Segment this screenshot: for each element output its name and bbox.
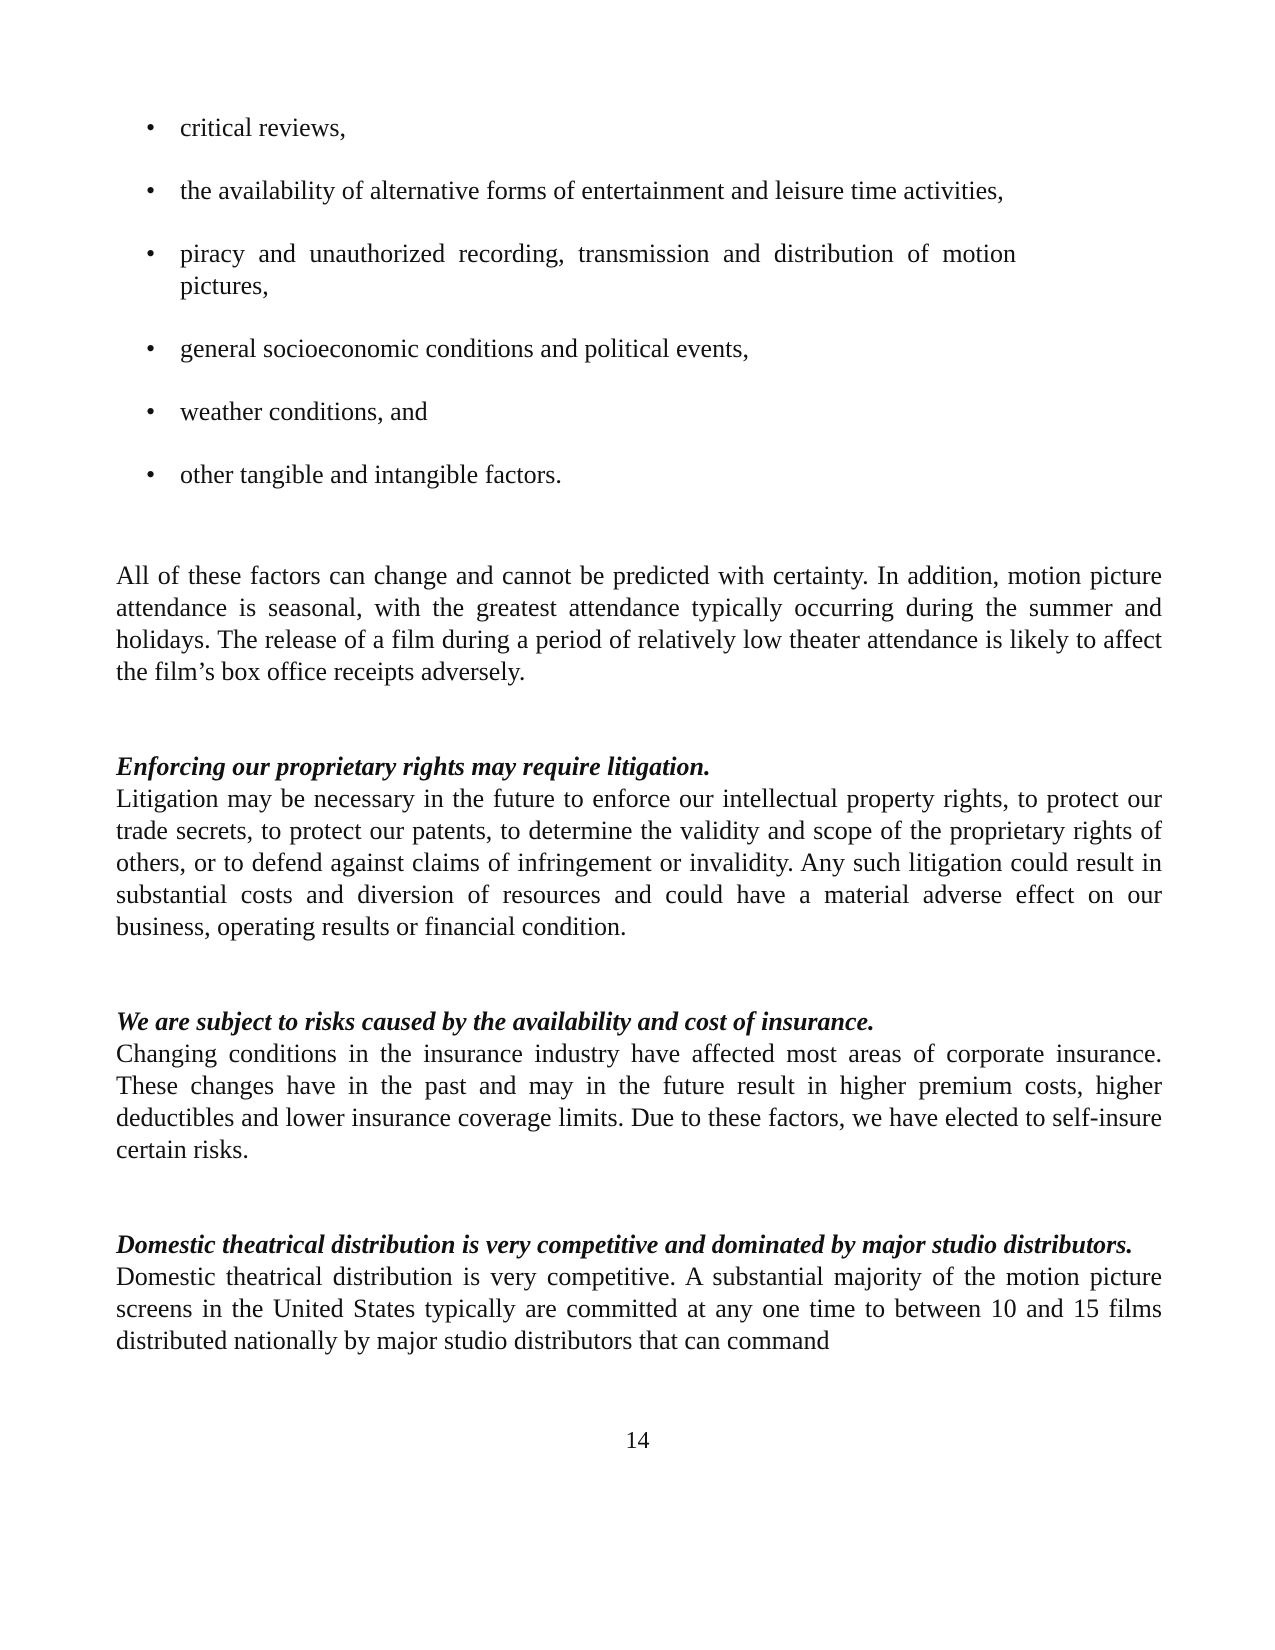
bullet-icon: • (146, 113, 156, 142)
section-litigation (116, 751, 1162, 943)
bullet-text: the availability of alternative forms of entertainment and leisure time activities, (180, 176, 1004, 205)
bullet-text: weather conditions, and (180, 397, 428, 426)
bullet-icon: • (146, 397, 156, 426)
bullet-item (146, 112, 1016, 144)
bullet-text: other tangible and intangible factors. (180, 460, 562, 489)
bullet-text: critical reviews, (180, 113, 347, 142)
bullet-item (146, 238, 1016, 302)
bullet-item (146, 459, 1016, 491)
section-insurance (116, 1006, 1162, 1166)
bullet-item (146, 333, 1016, 365)
section-body: Domestic theatrical distribution is very competitive. A substantial majority of the motion picture screens in the United States typically are committed at any one time to between 10 and 15 films distributed nationally by major studio distributors that can command (116, 1262, 1162, 1355)
page-number: 14 (625, 1428, 650, 1454)
section-distribution (116, 1229, 1162, 1357)
bullet-icon: • (146, 239, 156, 268)
bullet-item (146, 396, 1016, 428)
section-heading: We are subject to risks caused by the availability and cost of insurance. (116, 1007, 875, 1036)
section-heading: Domestic theatrical distribution is very competitive and dominated by major studio distributors. (116, 1230, 1133, 1259)
bullet-text: piracy and unauthorized recording, transmission and distribution of motion pictures, (180, 239, 1016, 300)
bullet-item (146, 175, 1016, 207)
section-heading: Enforcing our proprietary rights may require litigation. (116, 752, 711, 781)
bullet-icon: • (146, 334, 156, 363)
intro-paragraph-block (116, 560, 1162, 688)
section-body: Litigation may be necessary in the future to enforce our intellectual property rights, to protect our trade secrets, to protect our patents, to determine the validity and scope of the proprietary rights of others, or to defend against claims of infringement or invalidity. Any such litigation could result in substantial costs and diversion of resources and could have a material adverse effect on our business, operating results or financial condition. (116, 784, 1162, 941)
bullet-text: general socioeconomic conditions and political events, (180, 334, 749, 363)
bullet-icon: • (146, 176, 156, 205)
bullet-icon: • (146, 460, 156, 489)
section-body: Changing conditions in the insurance industry have affected most areas of corporate insurance. These changes have in the past and may in the future result in higher premium costs, higher deductibles and lower insurance coverage limits. Due to these factors, we have elected to self-insure certain risks. (116, 1039, 1162, 1164)
factor-bullet-list (146, 112, 1016, 522)
intro-paragraph: All of these factors can change and cannot be predicted with certainty. In addition, motion picture attendance is seasonal, with the greatest attendance typically occurring during the summer and holidays. The release of a film during a period of relatively low theater attendance is likely to affect the film’s box office receipts adversely. (116, 561, 1162, 686)
